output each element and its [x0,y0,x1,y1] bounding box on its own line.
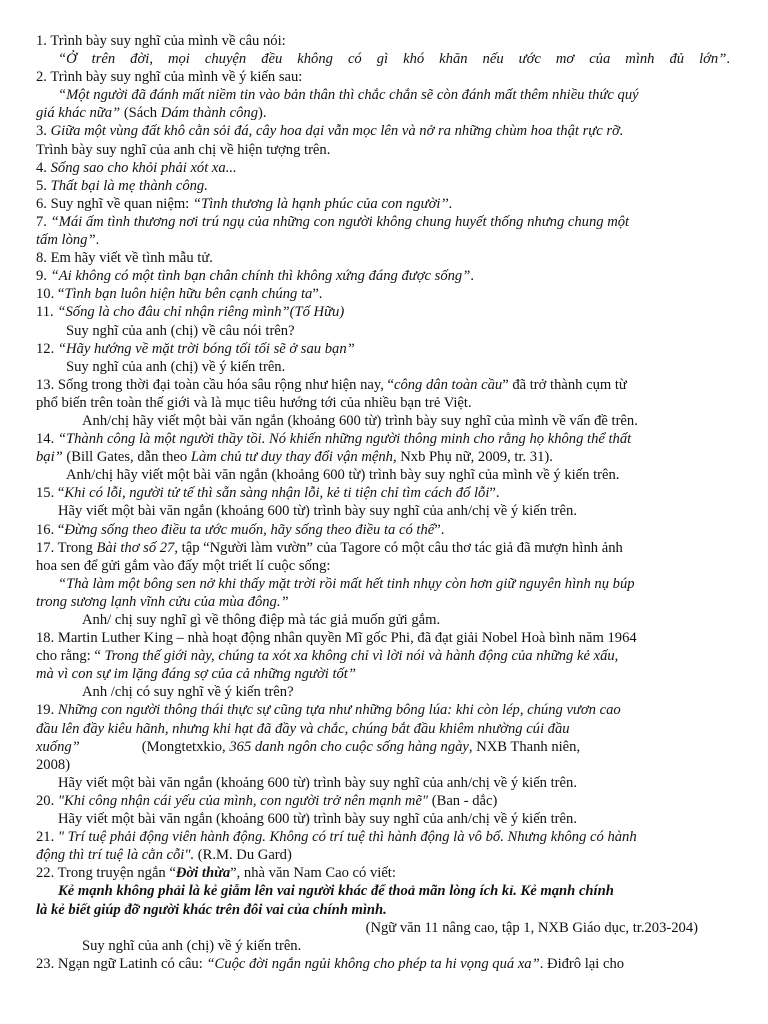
text-segment: 2008) [36,756,71,773]
text-segment: Trong thế giới này, chúng ta xót xa không chỉ vì lời nói và hành động của những kẻ xấu, [104,648,619,665]
text-line [36,86,730,104]
text-line [36,340,730,358]
text-segment: ”, nhà văn Nam Cao có viết: [230,865,396,882]
text-line [36,502,730,520]
text-segment: Thất bại là mẹ thành công. [50,177,208,194]
text-segment: . [95,232,100,249]
text-segment: Trình bày suy nghĩ của anh chị về hiện tượng trên. [36,141,331,158]
text-segment: 1. Trình bày suy nghĩ của mình về câu nói: [36,33,286,49]
text-segment: 2. Trình bày suy nghĩ của mình về ý kiến sau: [36,69,303,86]
text-segment: Tình bạn luôn hiện hữu bên cạnh chúng ta [64,286,313,303]
text-segment: Làm chủ tư duy thay đổi vận mệnh, [190,449,397,466]
text-segment: tấm lòng” [36,232,96,249]
text-segment: (Ban - dắc) [428,792,498,809]
text-line [36,557,730,575]
text-line [36,104,730,122]
text-line [36,810,730,828]
text-line [36,177,730,195]
text-segment: Anh /chị có suy nghĩ về ý kiến trên? [82,684,294,701]
text-segment: giá khác nữa” [36,105,121,122]
text-line [36,231,730,249]
text-line [36,756,730,774]
text-segment: 23. Ngạn ngữ Latinh có câu: [36,955,207,972]
text-segment: 6. Suy nghĩ về quan niệm: [36,195,193,212]
text-segment: ”. [489,485,500,502]
text-segment: (Ngữ văn 11 nâng cao, tập 1, NXB Giáo dục, tr.203-204) [365,919,698,936]
text-segment: ). [258,105,267,122]
text-line [36,50,730,68]
text-segment: 18. Martin Luther King – nhà hoạt động nhân quyền Mĩ gốc Phi, đã đạt giải Nobel Hoà bình năm 1964 [36,630,637,647]
text-line [36,701,730,719]
text-segment: Đừng sống theo điều ta ước muốn, hãy sống theo điều ta có thể [64,521,435,538]
text-segment: “Hãy hướng về mặt trời bóng tối tối sẽ ở sau bạn” [57,340,355,357]
text-line [36,774,730,792]
text-segment: , NXB Thanh niên, [468,738,581,755]
text-segment: trong sương lạnh vĩnh cửu của mùa đông.” [36,593,289,610]
text-segment: “Thà làm một bông sen nở khi thấy mặt trời rồi mất hết tinh nhụy còn hơn giữ nguyên hình nụ búp [58,575,635,592]
text-segment: 4. [36,159,51,176]
text-line [36,159,730,177]
text-line [36,303,730,321]
text-line [36,484,730,502]
text-line [36,249,730,267]
text-segment: 365 danh ngôn cho cuộc sống hàng ngày [229,738,469,755]
text-line [36,882,730,900]
text-segment: Giữa một vùng đất khô cằn sỏi đá, cây hoa dại vẫn mọc lên và nở ra những chùm hoa thật rực rỡ. [50,123,624,140]
text-segment: Hãy viết một bài văn ngắn (khoảng 600 từ) trình bày suy nghĩ của anh/chị về ý kiến trên. [58,811,577,828]
text-line [36,267,730,285]
text-line [36,358,730,376]
text-segment: Kẻ mạnh không phải là kẻ giẫm lên vai người khác để thoả mãn lòng ích kỉ. Kẻ mạnh chính [58,883,614,900]
text-segment: Bài thơ số 27 [96,539,175,556]
text-line [36,738,730,756]
text-segment: 3. [36,123,51,140]
text-segment: 13. Sống trong thời đại toàn cầu hóa sâu rộng như hiện nay, “ [36,376,394,393]
text-segment: động thì trí tuệ là cằn cỗi". [36,847,195,864]
text-line [36,213,730,231]
text-segment: 5. [36,177,51,194]
text-segment: Sống sao cho khỏi phải xót xa... [50,159,237,176]
text-line [36,466,730,484]
text-segment: . Điđrô lại cho [539,955,625,972]
text-segment: , tập “Người làm vườn” của Tagore có một câu thơ tác giả đã mượn hình ảnh [174,539,623,556]
text-line [36,285,730,303]
text-line [36,394,730,412]
text-segment: ”. [312,286,323,303]
text-line [36,521,730,539]
text-line [36,864,730,882]
text-segment: 15. “ [36,485,65,502]
text-segment: (R.M. Du Gard) [194,847,292,864]
text-segment: là kẻ biết giúp đỡ người khác trên đôi vai của chính mình. [36,901,387,918]
text-segment: 10. “ [36,286,65,303]
text-segment: “Mái ấm tình thương nơi trú ngụ của những con người không chung huyết thống nhưng chung một [50,213,630,230]
text-segment: . [726,51,730,68]
text-line [36,683,730,701]
text-line [36,539,730,557]
text-segment: Khi có lỗi, người tử tế thì sẵn sàng nhận lỗi, kẻ ti tiện chỉ tìm cách đổ lỗi [64,485,490,502]
text-line [36,141,730,159]
text-segment: (Sách [120,105,161,122]
text-segment: Nxb Phụ nữ, 2009, tr. 31). [396,449,553,466]
text-segment: 8. Em hãy viết về tình mẫu tử. [36,250,213,267]
text-line [36,629,730,647]
text-segment: mà vì con sự im lặng đáng sợ của cả những người tốt” [36,666,356,683]
text-line [36,611,730,629]
text-line [36,846,730,864]
text-segment: “Thành công là một người thầy tồi. Nó khiến những người thông minh cho rằng họ không thể thất [57,431,632,448]
text-line [36,448,730,466]
text-segment: ” đã trở thành cụm từ [502,376,627,393]
text-segment: Đời thừa [175,865,231,882]
text-segment: "Khi công nhận cái yếu của mình, con người trở nên mạnh mẽ" [57,792,429,809]
text-segment: " Trí tuệ phải động viên hành động. Không có trí tuệ thì hành động là vô bổ. Nhưng không có hành [57,829,637,846]
text-segment: 9. [36,268,51,285]
text-line [36,647,730,665]
text-segment: hoa sen để gửi gắm vào đấy một triết lí cuộc sống: [36,557,331,574]
text-line [36,937,730,955]
text-segment: Suy nghĩ của anh (chị) về câu nói trên? [66,322,295,339]
text-segment: bại” [36,449,63,466]
text-segment: 11. [36,304,58,321]
text-segment: Anh/chị hãy viết một bài văn ngắn (khoảng 600 từ) trình bày suy nghĩ của mình về vấn đề trên. [82,412,638,429]
text-segment: (Bill Gates, dẫn theo [62,449,191,466]
text-segment: 22. Trong truyện ngắn “ [36,865,176,882]
text-line [36,68,730,86]
text-line [36,575,730,593]
text-line [36,376,730,394]
text-line [36,195,730,213]
text-line [36,593,730,611]
text-line [36,32,730,50]
text-segment: “Ở trên đời, mọi chuyện đều không có gì khó khăn nếu ước mơ của mình đủ lớn” [58,51,727,68]
text-segment: “Cuộc đời ngắn ngủi không cho phép ta hi vọng quá xa” [206,955,540,972]
text-segment: “Một người đã đánh mất niềm tin vào bản thân thì chắc chắn sẽ còn đánh mất thêm nhiều thức quý [58,87,639,104]
text-segment: cho rằng: “ [36,648,105,665]
text-segment: Hãy viết một bài văn ngắn (khoảng 600 từ) trình bày suy nghĩ của anh/chị về ý kiến trên. [58,503,577,520]
text-segment: . [470,268,474,285]
text-segment: xuống” [36,738,80,755]
text-line [36,828,730,846]
text-segment: 20. [36,792,58,809]
text-line [36,412,730,430]
text-line [36,901,730,919]
text-line [36,665,730,683]
text-segment: Suy nghĩ của anh (chị) về ý kiến trên. [66,358,286,375]
text-segment: 12. [36,340,58,357]
text-segment: “Ai không có một tình bạn chân chính thì không xứng đáng được sống” [50,268,471,285]
text-line [36,720,730,738]
text-segment: 19. [36,702,58,719]
text-segment: Hãy viết một bài văn ngắn (khoảng 600 từ) trình bày suy nghĩ của anh/chị về ý kiến trên. [58,774,577,791]
text-segment: . [448,195,453,212]
text-segment: 7. [36,213,51,230]
text-segment: Anh/ chị suy nghĩ gì về thông điệp mà tác giả muốn gửi gắm. [82,612,441,628]
text-line [36,919,730,937]
text-segment: 17. Trong [36,539,97,556]
text-segment: Anh/chị hãy viết một bài văn ngắn (khoảng 600 từ) trình bày suy nghĩ của mình về ý kiến trên. [66,467,620,484]
text-segment: “Sống là cho đâu chỉ nhận riêng mình”(Tố Hữu) [57,304,345,321]
text-segment: (Mongtetxkio, [141,738,230,755]
text-segment: Suy nghĩ của anh (chị) về ý kiến trên. [82,937,302,954]
text-line [36,955,730,973]
text-segment: 16. “ [36,521,65,538]
text-segment: đầu lên đầy kiêu hãnh, nhưng khi hạt đã đầy và chắc, chúng bắt đầu khiêm nhường cúi đầu [36,720,570,737]
text-segment: “Tình thương là hạnh phúc của con người’’ [192,195,449,212]
text-segment: Dám thành công [160,105,258,122]
text-segment: 21. [36,829,58,846]
text-segment: Những con người thông thái thực sự cũng tựa như những bông lúa: khi còn lép, chúng vươn cao [57,702,621,719]
text-segment: phổ biến trên toàn thế giới và là mục tiêu hướng tới của nhiều bạn trẻ Việt. [36,394,472,411]
text-line [36,430,730,448]
text-line [36,122,730,140]
text-segment: ”. [434,521,445,538]
text-segment: công dân toàn cầu [393,376,503,393]
text-line [36,322,730,340]
text-segment: 14. [36,431,58,448]
text-line [36,792,730,810]
